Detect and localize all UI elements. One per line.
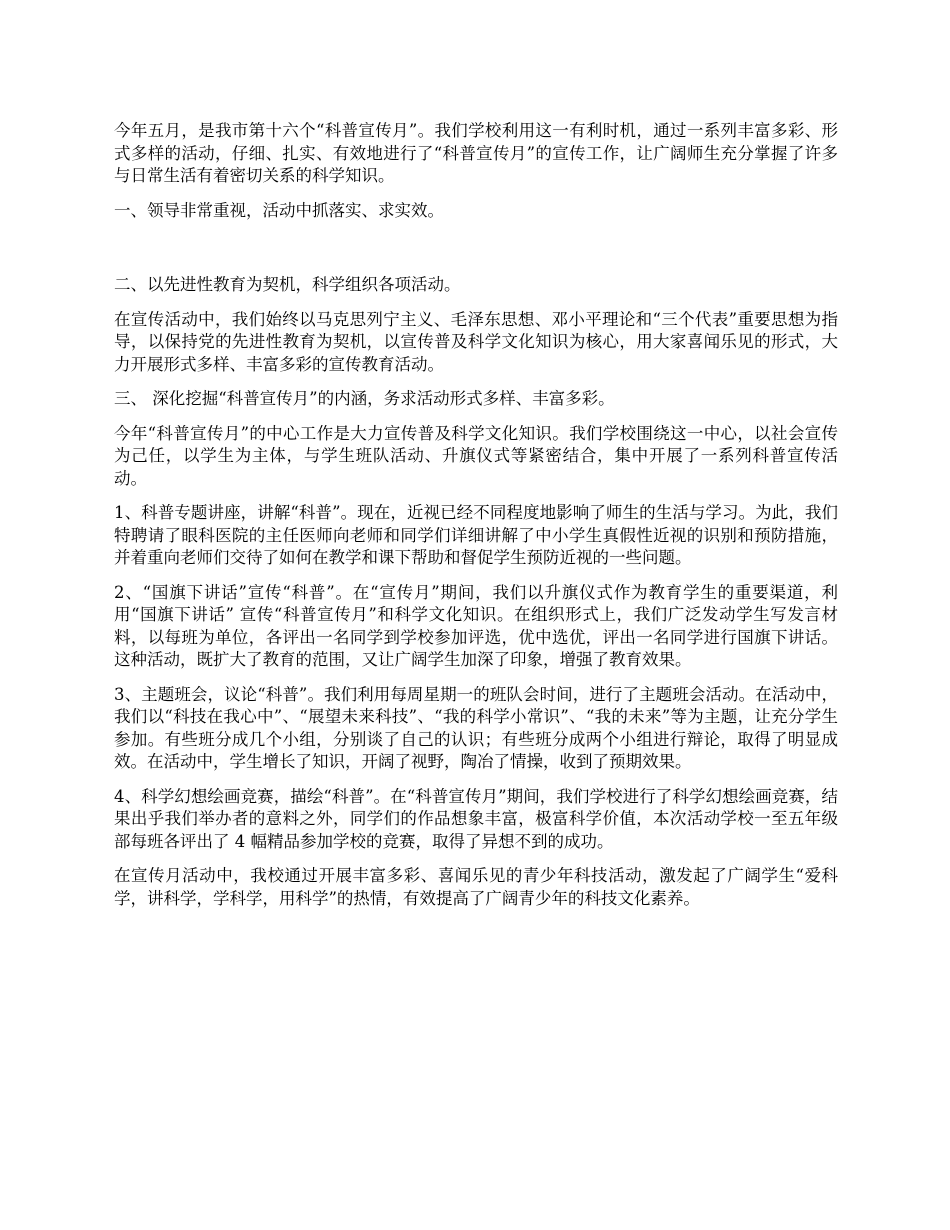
activity-item-1: 1、科普专题讲座，讲解“科普”。现在，近视已经不同程度地影响了师生的生活与学习。为此，我们特聘请了眼科医院的主任医师向老师和同学们详细讲解了中小学生真假性近视的识别和预防措施，并着重向老师们交待了如何在教学和课下帮助和督促学生预防近视的一些问题。 [114,503,838,567]
activity-item-4: 4、科学幻想绘画竞赛，描绘“科普”。在“科普宣传月”期间，我们学校进行了科学幻想绘画竞赛，结果出乎我们举办者的意料之外，同学们的作品想象丰富，极富科学价值，本次活动学校一至五年级部每班各评出了 4 幅精品参加学校的竞赛，取得了异想不到的成功。 [114,786,838,851]
activity-item-2: 2、“国旗下讲话”宣传“科普”。在“宣传月”期间，我们以升旗仪式作为教育学生的重要渠道，利用“国旗下讲话” 宣传“科普宣传月”和科学文化知识。在组织形式上，我们广泛发动学生写发言材料，以每班为单位，各评出一名同学到学校参加评选，优中选优，评出一名同学进行国旗下讲话。这种活动，既扩大了教育的范围，又让广阔学生加深了印象，增强了教育效果。 [114,582,838,669]
intro-paragraph: 今年五月，是我市第十六个“科普宣传月”。我们学校利用这一有利时机，通过一系列丰富多彩、形式多样的活动，仔细、扎实、有效地进行了“科普宣传月”的宣传工作，让广阔师生充分掌握了许多与日常生活有着密切关系的科学知识。 [114,121,838,185]
blank-gap [114,234,838,274]
section-heading-1: 一、领导非常重视，活动中抓落实、求实效。 [114,200,444,220]
section-heading-3: 三、 深化挖掘“科普宣传月”的内涵，务求活动形式多样、丰富多彩。 [114,389,615,408]
section-heading-2: 二、以先进性教育为契机，科学组织各项活动。 [114,275,461,294]
document-body [114,120,838,922]
activity-item-3: 3、主题班会，议论“科普”。我们利用每周星期一的班队会时间，进行了主题班会活动。在活动中，我们以“科技在我心中”、“展望未来科技”、“我的科学小常识”、“我的未来”等为主题，让充分学生参加。有些班分成几个小组，分别谈了自己的认识；有些班分成两个小组进行辩论，取得了明显成效。在活动中，学生增长了知识，开阔了视野，陶冶了情操，收到了预期效果。 [114,684,838,771]
body-paragraph: 在宣传活动中，我们始终以马克思列宁主义、毛泽东思想、邓小平理论和“三个代表”重要思想为指导，以保持党的先进性教育为契机，以宣传普及科学文化知识为核心，用大家喜闻乐见的形式，大力开展形式多样、丰富多彩的宣传教育活动。 [114,309,838,374]
body-paragraph: 今年“科普宣传月”的中心工作是大力宣传普及科学文化知识。我们学校围绕这一中心，以社会宣传为己任，以学生为主体，与学生班队活动、升旗仪式等紧密结合，集中开展了一系列科普宣传活动。 [114,423,838,488]
closing-paragraph: 在宣传月活动中，我校通过开展丰富多彩、喜闻乐见的青少年科技活动，激发起了广阔学生“爱科学，讲科学，学科学，用科学”的热情，有效提高了广阔青少年的科技文化素养。 [114,866,838,908]
